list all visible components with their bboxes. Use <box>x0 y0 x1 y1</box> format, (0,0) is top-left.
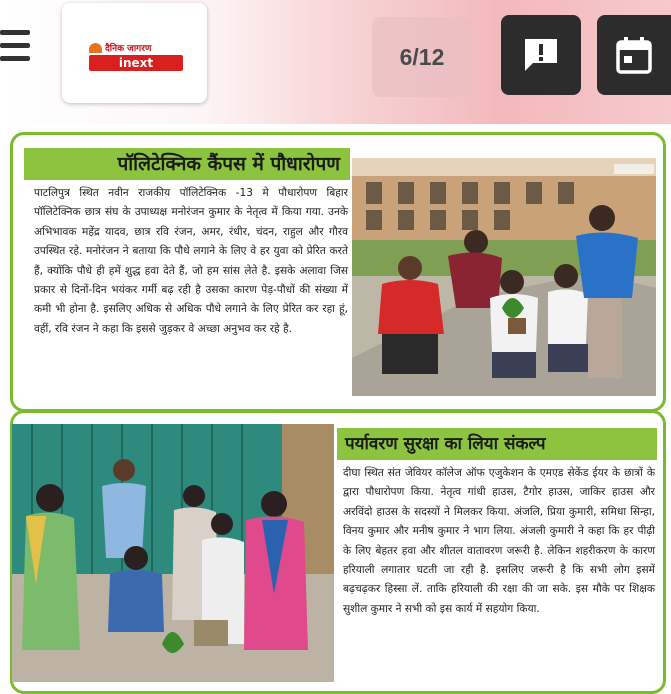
hamburger-menu-icon[interactable] <box>0 30 32 66</box>
calendar-icon <box>615 35 653 75</box>
logo-sub-text: inext <box>89 55 183 71</box>
comment-alert-icon <box>521 35 561 75</box>
newspaper-logo <box>89 40 183 73</box>
story-2-headline: पर्यावरण सुरक्षा का लिया संकल्प <box>337 428 657 460</box>
logo-brand-text: दैनिक जागरण <box>105 44 152 54</box>
top-bar <box>0 0 671 124</box>
story-1-headline: पॉलिटेक्निक कैंपस में पौधारोपण <box>24 148 350 180</box>
story-2-body: दीघा स्थित संत जेवियर कॉलेज ऑफ एजुकेशन के एमएड सेकेंड ईयर के छात्रों के द्वारा पौधारोपण किया. नेतृत्व गांधी हाउस, टैगोर हाउस, जाकिर हाउस और अरविंदो हाउस के सदस्यों ने मिलकर किया. अंजलि, प्रिया कुमारी, समिधा सिन्हा, विनय कुमार और मनीष कुमार ने भाग लिया. अंजली कुमारी ने कहा कि हर पीढ़ी के लिए बेहतर हवा और शीतल वातावरण जरूरी है. लेकिन शहरीकरण के कारण हरियाली लगातार घटती जा रही है. इसलिए जरूरी है कि सभी लोग इसमें बढ़चढ़कर हिस्सा लें. ताकि हरियाली की रक्षा की जा सके. इस मौके पर शिक्षक सुशील कुमार ने सभी को इस कार्य में सहयोग किया. <box>343 467 655 615</box>
comment-button[interactable] <box>501 15 581 95</box>
logo-button[interactable] <box>62 3 207 103</box>
newspaper-page[interactable] <box>0 124 671 692</box>
page-counter: 6/12 <box>372 17 472 97</box>
story-2-photo <box>12 424 334 682</box>
calendar-button[interactable] <box>597 15 671 95</box>
story-1-body: पाटलिपुत्र स्थित नवीन राजकीय पॉलिटेक्निक -13 मे पौधारोपण बिहार पॉलिटेक्निक छात्र संघ के उपाध्यक्ष मनोरंजन कुमार के नेतृत्व में किया गया. उनके अभिभावक महेंद्र यादव, छात्र रवि रंजन, अमर, रंधीर, चंदन, राहुल और गौरव उपस्थित रहे. मनोरंजन ने बताया कि पौधे लगाने के लिए वे हर युवा को प्रेरित करते हैं, क्योंकि पौधे ही हमें शुद्ध हवा देते हैं, जो हम सांस लेते है. इसके अलावा जिस प्रकार से दिनों-दिन भयंकर गर्मी बढ़ रही है उसका कारण पेड़-पौधों की संख्या में कमी भी होना है. इसलिए अधिक से अधिक पौधे लगाने के लिए प्रेरित कर रहा हूं, वहीं, रवि रंजन ने कहा कि इससे जुड़कर वे अच्छा अनुभव कर रहे है. <box>34 187 348 335</box>
sun-logo-icon <box>89 43 102 53</box>
story-1-photo <box>352 158 656 396</box>
